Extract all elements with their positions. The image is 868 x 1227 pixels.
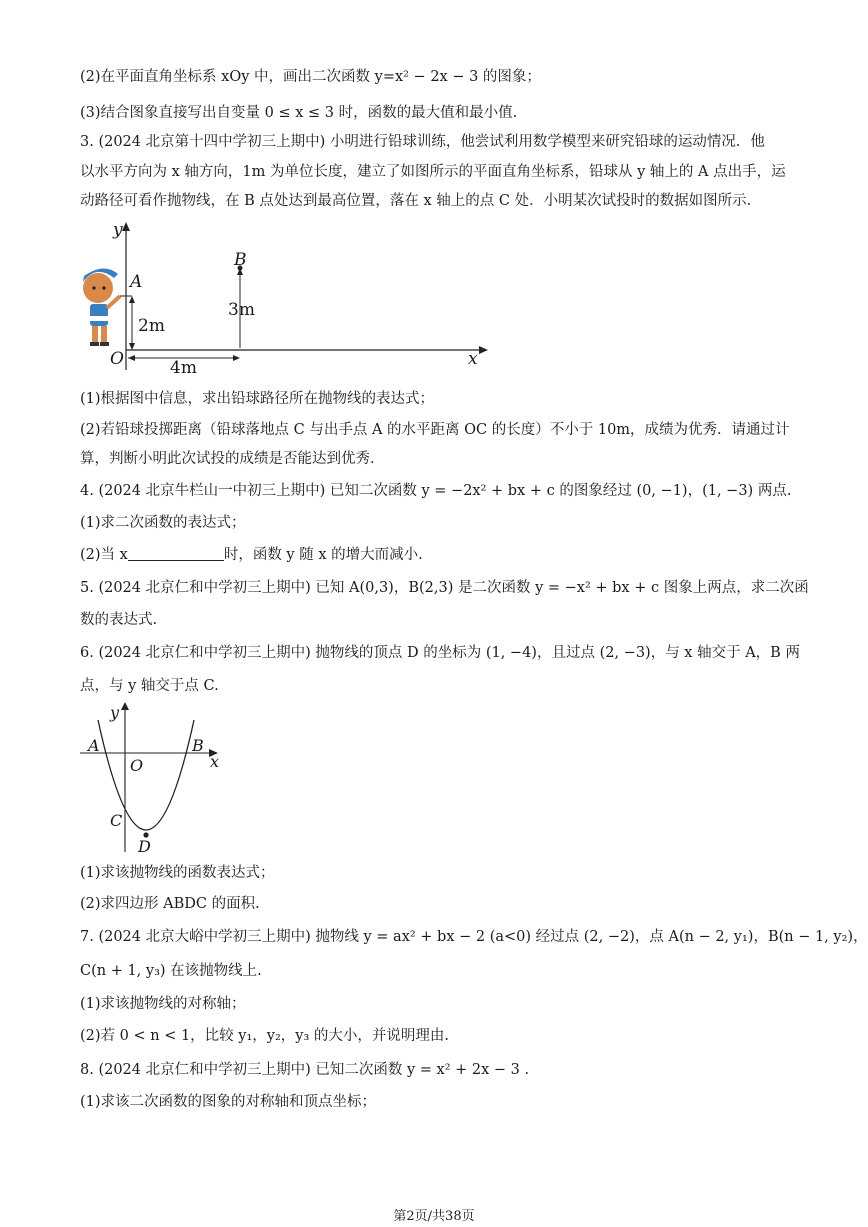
text-line: (3)结合图象直接写出自变量 0 ≤ x ≤ 3 时，函数的最大值和最小值. <box>80 105 518 121</box>
text-segment: (2)当 x <box>80 547 128 563</box>
text-line: 数的表达式. <box>80 612 158 628</box>
point-d-label: D <box>138 837 151 856</box>
problem-6-heading: 6. (2024 北京仁和中学初三上期中) 抛物线的顶点 D 的坐标为 (1, −4)，且过点 (2, −3)，与 x 轴交于 A，B 两 <box>80 645 800 661</box>
answer-blank[interactable] <box>128 546 224 561</box>
page-number: 第2页/共38页 <box>393 1209 475 1224</box>
parabola-figure <box>78 700 228 860</box>
shot-put-figure <box>76 220 496 380</box>
text-segment: 时，函数 y 随 x 的增大而减小. <box>223 547 423 563</box>
problem-5-heading: 5. (2024 北京仁和中学初三上期中) 已知 A(0,3)，B(2,3) 是二次函数 y = −x² + bx + c 图象上两点，求二次函 <box>80 580 809 596</box>
axis-label-x: x <box>468 349 478 369</box>
text-line <box>80 545 423 565</box>
text-line: (1)求该二次函数的图象的对称轴和顶点坐标； <box>80 1094 377 1110</box>
problem-3-heading: 3. (2024 北京第十四中学初三上期中) 小明进行铅球训练，他尝试利用数学模型来研究铅球的运动情况．他 <box>80 134 765 150</box>
text-line: (2)若 0 < n < 1，比较 y₁，y₂，y₃ 的大小，并说明理由. <box>80 1028 450 1044</box>
text-line: 动路径可看作抛物线，在 B 点处达到最高位置，落在 x 轴上的点 C 处．小明某次试投时的数据如图所示. <box>80 193 752 209</box>
problem-8-heading: 8. (2024 北京仁和中学初三上期中) 已知二次函数 y = x² + 2x − 3 . <box>80 1062 530 1078</box>
text-line: (1)根据图中信息，求出铅球路径所在抛物线的表达式； <box>80 391 435 407</box>
problem-4-heading: 4. (2024 北京牛栏山一中初三上期中) 已知二次函数 y = −2x² + bx + c 的图象经过 (0, −1)，(1, −3) 两点. <box>80 483 792 499</box>
text-line: (2)求四边形 ABDC 的面积. <box>80 896 260 912</box>
axis-label-y: y <box>110 703 120 722</box>
text-line: 点，与 y 轴交于点 C. <box>80 678 219 694</box>
height-b-label: 3m <box>228 300 255 320</box>
point-b-label: B <box>192 736 204 755</box>
text-line: (1)求二次函数的表达式； <box>80 515 246 531</box>
text-line: (1)求该抛物线的对称轴； <box>80 996 246 1012</box>
point-c-label: C <box>110 811 123 830</box>
text-line: (2)在平面直角坐标系 xOy 中，画出二次函数 y=x² − 2x − 3 的图象； <box>80 69 541 85</box>
text-line: 以水平方向为 x 轴方向，1m 为单位长度，建立了如图所示的平面直角坐标系，铅球从 y 轴上的 A 点出手，运 <box>80 164 786 180</box>
height-a-label: 2m <box>138 316 165 336</box>
text-line: 算，判断小明此次试投的成绩是否能达到优秀. <box>80 451 375 467</box>
axis-label-x: x <box>210 752 220 771</box>
text-line: C(n + 1, y₃) 在该抛物线上. <box>80 963 262 979</box>
distance-label: 4m <box>170 358 197 378</box>
point-a-label: A <box>88 736 100 755</box>
axis-label-y: y <box>113 220 123 240</box>
point-a-label: A <box>130 272 143 292</box>
kid-illustration-icon <box>83 268 120 346</box>
text-line: (1)求该抛物线的函数表达式； <box>80 865 275 881</box>
origin-label: O <box>110 349 124 369</box>
text-line: (2)若铅球投掷距离（铅球落地点 C 与出手点 A 的水平距离 OC 的长度）不小于 10m，成绩为优秀．请通过计 <box>80 422 790 438</box>
problem-7-heading: 7. (2024 北京大峪中学初三上期中) 抛物线 y = ax² + bx − 2 (a<0) 经过点 (2, −2)，点 A(n − 2, y₁)，B(n − 1, y₂)， <box>80 929 868 945</box>
origin-label: O <box>130 756 144 775</box>
point-b-label: B <box>234 250 247 270</box>
